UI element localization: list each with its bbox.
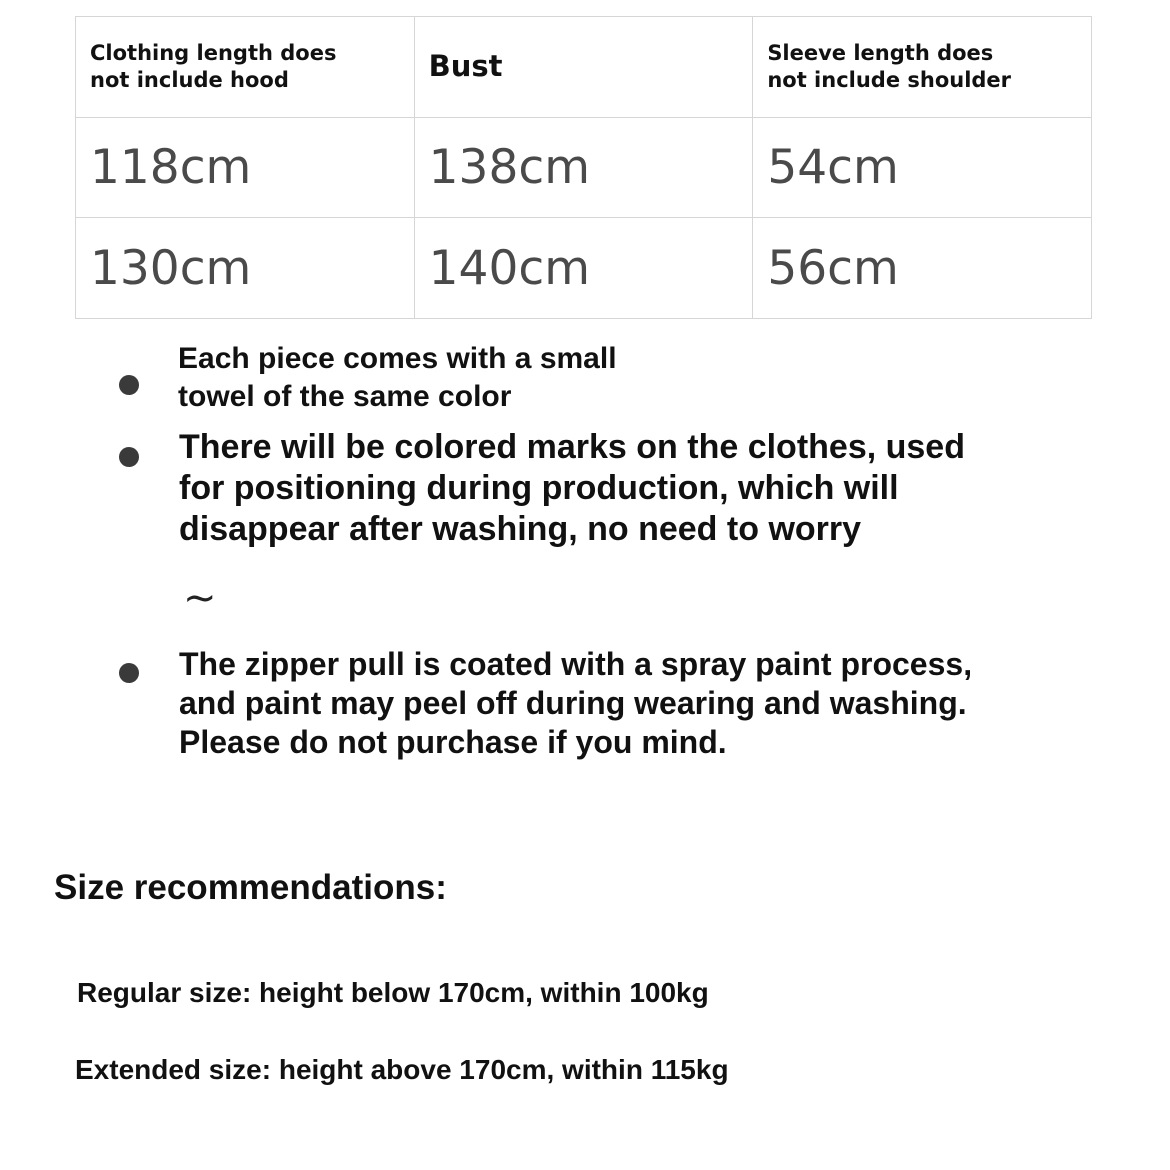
size-recommendations-title: Size recommendations: bbox=[54, 868, 447, 907]
note-colored-marks: There will be colored marks on the clothes, used for positioning during production, which will disappear after washing, no need to worry bbox=[179, 428, 965, 548]
table-row bbox=[76, 218, 1092, 319]
tilde-separator: ~ bbox=[183, 575, 217, 621]
bullet-icon bbox=[119, 375, 139, 395]
regular-size-recommendation: Regular size: height below 170cm, within 100kg bbox=[77, 977, 709, 1008]
table-cell: 130cm bbox=[76, 218, 415, 319]
header-sleeve-length-label: Sleeve length does not include shoulder bbox=[767, 40, 1012, 92]
note-towel: Each piece comes with a small towel of the same color bbox=[178, 342, 617, 413]
header-clothing-length-label: Clothing length does not include hood bbox=[90, 40, 337, 92]
table-cell: 118cm bbox=[76, 117, 415, 218]
header-cell-bust bbox=[414, 17, 753, 118]
header-cell-sleeve-length bbox=[753, 17, 1092, 118]
header-bust-label: Bust bbox=[428, 49, 503, 84]
bullet-icon bbox=[119, 447, 139, 467]
header-cell-clothing-length bbox=[76, 17, 415, 118]
bullet-icon bbox=[119, 663, 139, 683]
size-table bbox=[75, 16, 1092, 319]
table-header-row bbox=[76, 17, 1092, 118]
table-cell: 138cm bbox=[414, 117, 753, 218]
table-cell: 54cm bbox=[753, 117, 1092, 218]
note-zipper-paint: The zipper pull is coated with a spray paint process, and paint may peel off during wearing and washing. Please do not purchase if you mind. bbox=[179, 646, 973, 760]
table-row bbox=[76, 117, 1092, 218]
extended-size-recommendation: Extended size: height above 170cm, within 115kg bbox=[75, 1054, 729, 1085]
table-cell: 140cm bbox=[414, 218, 753, 319]
table-cell: 56cm bbox=[753, 218, 1092, 319]
